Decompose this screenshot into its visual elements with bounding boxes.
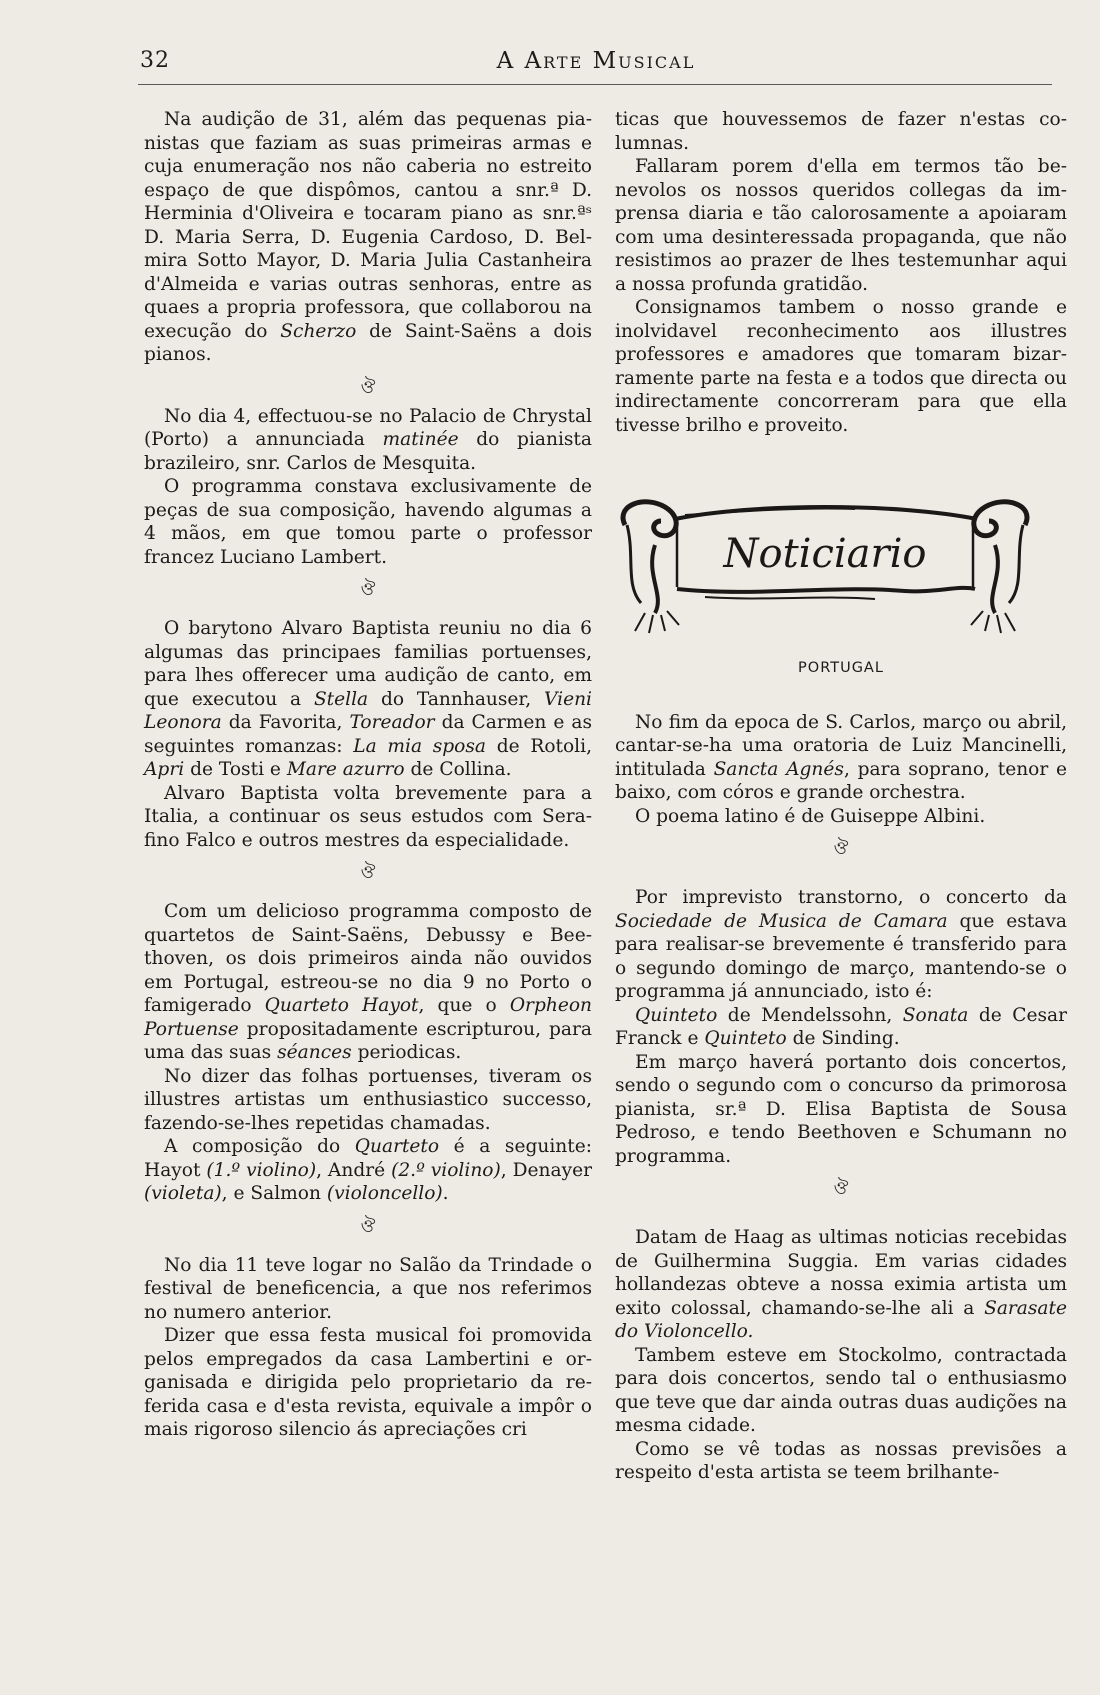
fleuron-icon: ঔ bbox=[360, 376, 376, 398]
fleuron-icon: ঔ bbox=[360, 862, 376, 883]
article-paragraph: Por imprevisto transtorno, o concerto da Sociedade de Musica de Camara que estava para realisar-se brevemente é transferido para o segundo domingo de março, mantendo-se o programma já annunciado, isto é: bbox=[615, 887, 1067, 1002]
fleuron-icon: ঔ bbox=[360, 579, 376, 600]
fleuron-icon: ঔ bbox=[833, 838, 849, 859]
article-paragraph: Em março haverá portanto dois concertos, sendo o segundo com o concurso da primorosa pianista, sr.ª D. Elisa Baptista de Sousa Pedroso, e tendo Beethoven e Schumann no programma. bbox=[615, 1051, 1067, 1167]
article-paragraph: No dia 4, effectuou-se no Palacio de Chrystal (Porto) a annunciada matinée do pianista brazileiro, snr. Carlos de Mesquita. bbox=[144, 405, 592, 474]
fleuron-icon: ঔ bbox=[833, 1178, 849, 1199]
noticiario-banner bbox=[605, 485, 1067, 635]
page-header bbox=[140, 42, 1052, 82]
article-paragraph: O programma constava exclusivamente de peças de sua composição, havendo algumas a 4 mãos, em que tomou parte o professor francez Luciano Lambert. bbox=[144, 476, 592, 568]
page-number: 32 bbox=[140, 48, 170, 73]
article-paragraph: Com um delicioso programma composto de quartetos de Saint-Saëns, Debussy e Beethoven, os dois primeiros ainda não ouvidos em Portugal, estreou-se no dia 9 no Porto o famigerado Quarteto Hayot, que o Orpheon Portuense propositadamente escripturou, para uma das suas séances periodicas. bbox=[144, 901, 592, 1063]
article-paragraph: A composição do Quarteto é a seguinte: Hayot (1.º violino), André (2.º violino), Denayer (violeta), e Salmon (violoncello). bbox=[144, 1136, 592, 1204]
header-rule bbox=[138, 84, 1052, 85]
left-column bbox=[144, 108, 592, 1442]
article-paragraph: Tambem esteve em Stockolmo, contractada para dois concertos, sendo tal o enthusiasmo que teve que dar ainda outras duas audições na mesma cidade. bbox=[615, 1344, 1067, 1436]
article-paragraph: Consignamos tambem o nosso grande e inolvidavel reconhecimento aos illustres professores e amadores que tomaram bizarramente parte na festa e a todos que directa ou indirectamente concorreram para que ella tivesse brilho e proveito. bbox=[615, 297, 1067, 436]
article-paragraph: Na audição de 31, além das pequenas pianistas que faziam as suas primeiras armas e cuja enumeração nos não caberia no estreito espaço de que dispômos, cantou a snr.ª D. Herminia d'Oliveira e tocaram piano as snr.ªˢ D. Maria Serra, D. Eugenia Cardoso, D. Belmira Sotto Mayor, D. Maria Julia Castanheira d'Almeida e varias outras senhoras, entre as quaes a propria professora, que collaborou na execução do Scherzo de Saint-Saëns a dois pianos. bbox=[144, 109, 592, 365]
noticiario-title: Noticiario bbox=[723, 531, 927, 577]
article-paragraph: No dia 11 teve logar no Salão da Trindade o festival de beneficencia, a que nos referimos no numero anterior. bbox=[144, 1254, 592, 1323]
banner-ornament-icon bbox=[605, 485, 1045, 635]
article-paragraph: ticas que houvessemos de fazer n'estas columnas. bbox=[615, 109, 1067, 154]
article-paragraph: Dizer que essa festa musical foi promovida pelos empregados da casa Lambertini e organisada e dirigida pelo proprietario da referida casa e d'esta revista, equivale a impôr o mais rigoroso silencio ás apreciações cri bbox=[144, 1325, 592, 1440]
article-paragraph: Como se vê todas as nossas previsões a respeito d'esta artista se teem brilhante- bbox=[615, 1438, 1067, 1483]
section-heading-portugal: PORTUGAL bbox=[798, 660, 884, 676]
article-paragraph: Fallaram porem d'ella em termos tão benevolos os nossos queridos collegas da imprensa diaria e tão calorosamente a apoiaram com uma desinteressada propaganda, que não resistimos ao prazer de lhes testemunhar aqui a nossa profunda gratidão. bbox=[615, 156, 1067, 295]
article-paragraph: No dizer das folhas portuenses, tiveram os illustres artistas um enthusiastico successo, fazendo-se-lhes repetidas chamadas. bbox=[144, 1065, 592, 1134]
article-paragraph: No fim da epoca de S. Carlos, março ou abril, cantar-se-ha uma oratoria de Luiz Mancinelli, intitulada Sancta Agnés, para soprano, tenor e baixo, com córos e grande orchestra. bbox=[615, 711, 1068, 803]
article-paragraph: O barytono Alvaro Baptista reuniu no dia 6 algumas das principaes familias portuenses, para lhes offerecer uma audição de canto, em que executou a Stella do Tannhauser, Vieni Leonora da Favorita, Toreador da Carmen e as seguintes romanzas: La mia sposa de Rotoli, Apri de Tosti e Mare azurro de Collina. bbox=[144, 618, 593, 780]
article-paragraph: Quinteto de Mendelssohn, Sonata de Cesar Franck e Quinteto de Sinding. bbox=[615, 1004, 1067, 1049]
article-paragraph: Alvaro Baptista volta brevemente para a Italia, a continuar os seus estudos com Serafino Falco e outros mestres da especialidade. bbox=[144, 782, 592, 851]
article-paragraph: Datam de Haag as ultimas noticias recebidas de Guilhermina Suggia. Em varias cidades hollandezas obteve a nossa eximia artista um exito colossal, chamando-se-lhe ali a Sarasate do Violoncello. bbox=[615, 1227, 1067, 1342]
fleuron-icon: ঔ bbox=[360, 1215, 376, 1237]
journal-title: A Arte Musical bbox=[496, 48, 696, 74]
right-column bbox=[615, 108, 1067, 1485]
article-paragraph: O poema latino é de Guiseppe Albini. bbox=[635, 805, 986, 827]
